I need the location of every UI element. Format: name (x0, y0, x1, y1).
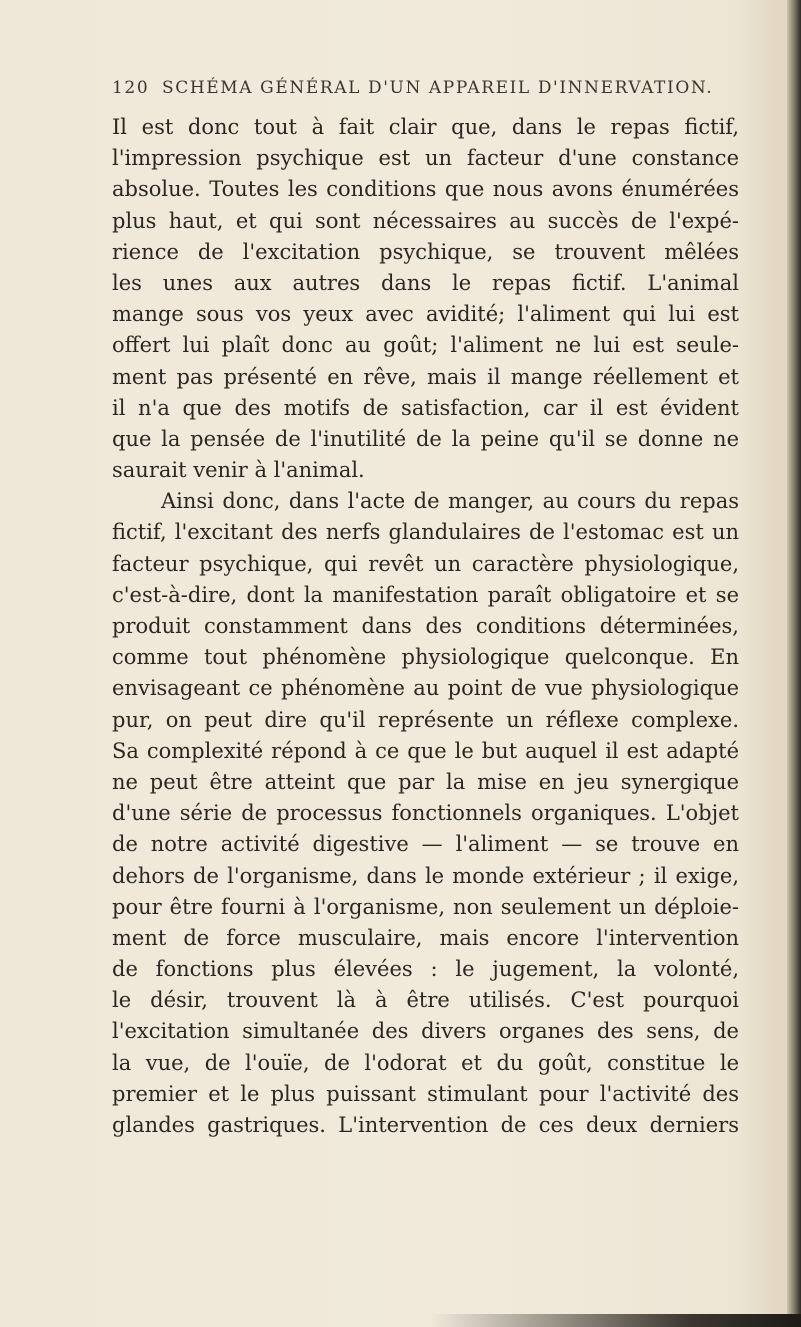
text-line: glandes gastriques. L'intervention de ces deux derniers (112, 1113, 739, 1137)
text-line: produit constamment dans des conditions déterminées, (112, 614, 739, 638)
paragraph (112, 112, 739, 486)
text-line: le désir, trouvent là à être utilisés. C'est pourquoi (112, 988, 739, 1013)
text-line: c'est-à-dire, dont la manifestation paraît obligatoire et se (112, 582, 739, 607)
text-line: rience de l'excitation psychique, se trouvent mêlées (112, 239, 739, 264)
text-line: les unes aux autres dans le repas fictif. L'animal (112, 270, 739, 295)
page-bottom-shadow (430, 1314, 801, 1327)
text-line: il n'a que des motifs de satisfaction, car il est évident (112, 395, 739, 420)
paragraph (112, 486, 739, 1141)
text-line: que la pensée de l'inutilité de la peine qu'il se donne ne (112, 426, 739, 451)
page-binding-edge (787, 0, 801, 1327)
text-line: envisageant ce phénomène au point de vue physiologique (112, 676, 739, 701)
text-line: Il est donc tout à fait clair que, dans le repas fictif, (112, 115, 739, 139)
body-text (112, 112, 739, 1141)
text-line: pour être fourni à l'organisme, non seulement un déploie- (112, 894, 739, 919)
text-line: de fonctions plus élevées : le jugement, la volonté, (112, 957, 739, 982)
text-line: l'excitation simultanée des divers organes des sens, de (112, 1019, 739, 1044)
text-line: d'une série de processus fonctionnels organiques. L'objet (112, 801, 739, 826)
text-line: offert lui plaît donc au goût; l'aliment ne lui est seule- (112, 333, 739, 358)
text-line: ne peut être atteint que par la mise en jeu synergique (112, 769, 739, 794)
text-line: ment pas présenté en rêve, mais il mange réellement et (112, 364, 739, 389)
text-line: l'impression psychique est un facteur d'une constance (112, 146, 739, 171)
page-header (112, 78, 714, 108)
text-line: premier et le plus puissant stimulant pour l'activité des (112, 1081, 739, 1106)
text-line: saurait venir à l'animal. (112, 458, 365, 483)
text-line: de notre activité digestive — l'aliment — se trouve en (112, 832, 739, 857)
text-line: comme tout phénomène physiologique quelconque. En (112, 645, 739, 670)
text-line: fictif, l'excitant des nerfs glandulaires de l'estomac est un (112, 520, 739, 545)
text-line: absolue. Toutes les conditions que nous avons énumérées (112, 177, 739, 202)
running-head: SCHÉMA GÉNÉRAL D'UN APPAREIL D'INNERVATION. (162, 78, 714, 98)
text-line: dehors de l'organisme, dans le monde extérieur ; il exige, (112, 863, 739, 888)
text-line: mange sous vos yeux avec avidité; l'aliment qui lui est (112, 302, 739, 327)
text-line: Ainsi donc, dans l'acte de manger, au cours du repas (161, 489, 739, 514)
text-line: pur, on peut dire qu'il représente un réflexe complexe. (112, 707, 739, 732)
text-line: facteur psychique, qui revêt un caractère physiologique, (112, 551, 739, 576)
text-line: Sa complexité répond à ce que le but auquel il est adapté (112, 738, 739, 763)
page-number: 120 (112, 78, 150, 98)
text-line: ment de force musculaire, mais encore l'intervention (112, 925, 739, 950)
text-line: plus haut, et qui sont nécessaires au succès de l'expé- (112, 208, 739, 233)
text-line: la vue, de l'ouïe, de l'odorat et du goût, constitue le (112, 1050, 739, 1075)
